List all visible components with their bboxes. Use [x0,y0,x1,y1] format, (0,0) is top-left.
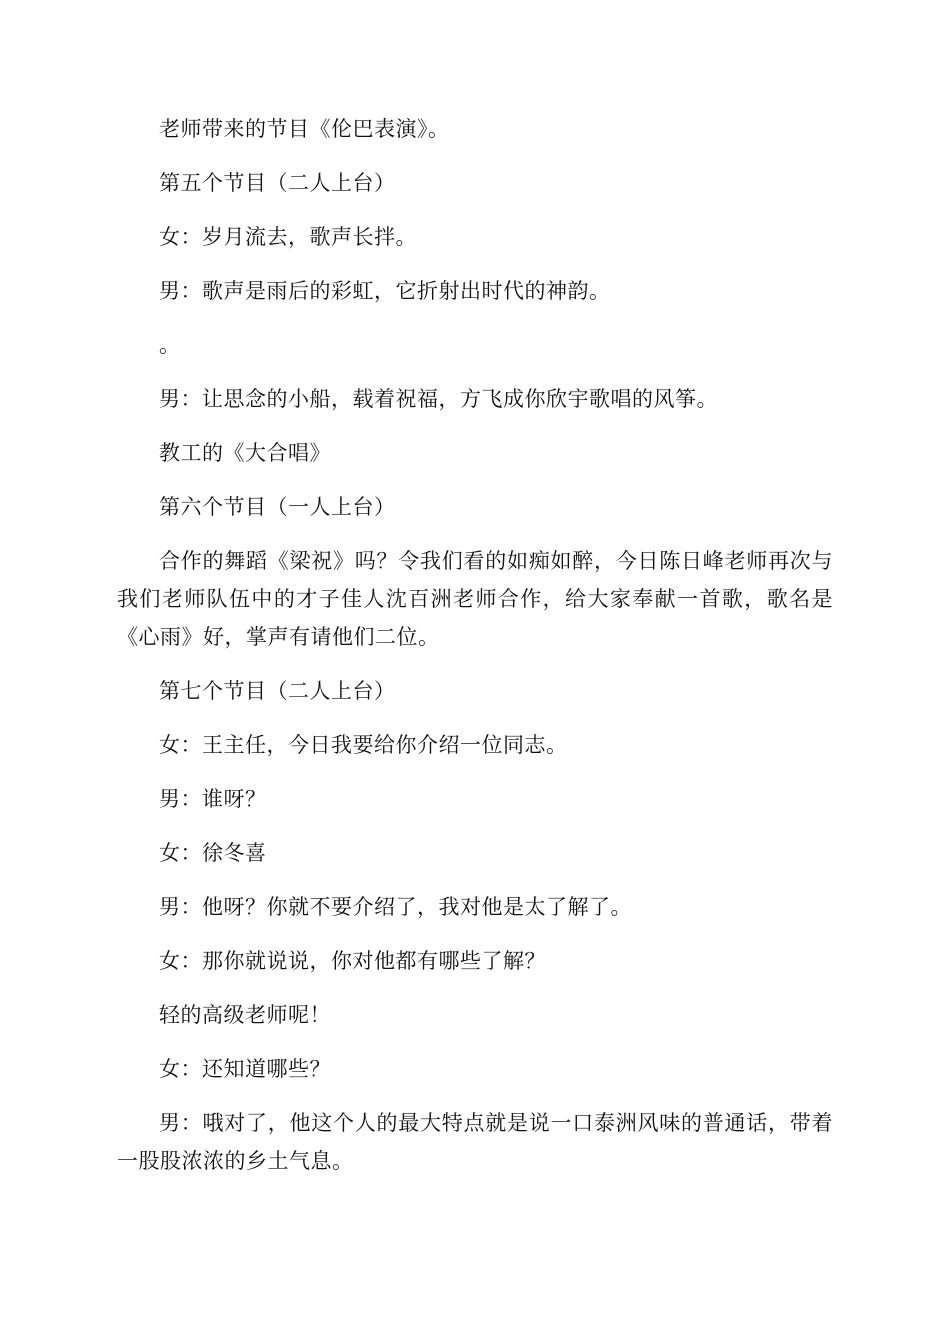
paragraph: 女：徐冬喜 [159,841,267,865]
paragraph: 男：谁呀？ [159,787,267,811]
paragraph: 教工的《大合唱》 [159,441,331,465]
paragraph: 男：哦对了，他这个人的最大特点就是说一口泰洲风味的普通话，带着一股股浓浓的乡土气息。 [117,1111,833,1173]
paragraph: 女：王主任，今日我要给你介绍一位同志。 [159,733,568,757]
paragraph: 女：那你就说说，你对他都有哪些了解？ [159,949,546,973]
paragraph: 合作的舞蹈《梁祝》吗？令我们看的如痴如醉，今日陈日峰老师再次与我们老师队伍中的才子佳人沈百洲老师合作，给大家奉献一首歌，歌名是《心雨》好，掌声有请他们二位。 [117,549,833,649]
paragraph: 男：让思念的小船，载着祝福，方飞成你欣宇歌唱的风筝。 [159,387,718,411]
paragraph: 。 [159,333,181,357]
paragraph: 男：他呀？你就不要介绍了，我对他是太了解了。 [159,895,632,919]
paragraph: 女：还知道哪些？ [159,1057,331,1081]
paragraph: 第五个节目（二人上台） [159,171,396,195]
paragraph: 女：岁月流去，歌声长拌。 [159,225,417,249]
paragraph: 第六个节目（一人上台） [159,495,396,519]
document-body [117,110,833,1196]
paragraph: 第七个节目（二人上台） [159,679,396,703]
paragraph: 男：歌声是雨后的彩虹，它折射出时代的神韵。 [159,279,611,303]
paragraph: 老师带来的节目《伦巴表演》。 [159,117,450,141]
paragraph: 轻的高级老师呢！ [159,1003,331,1027]
